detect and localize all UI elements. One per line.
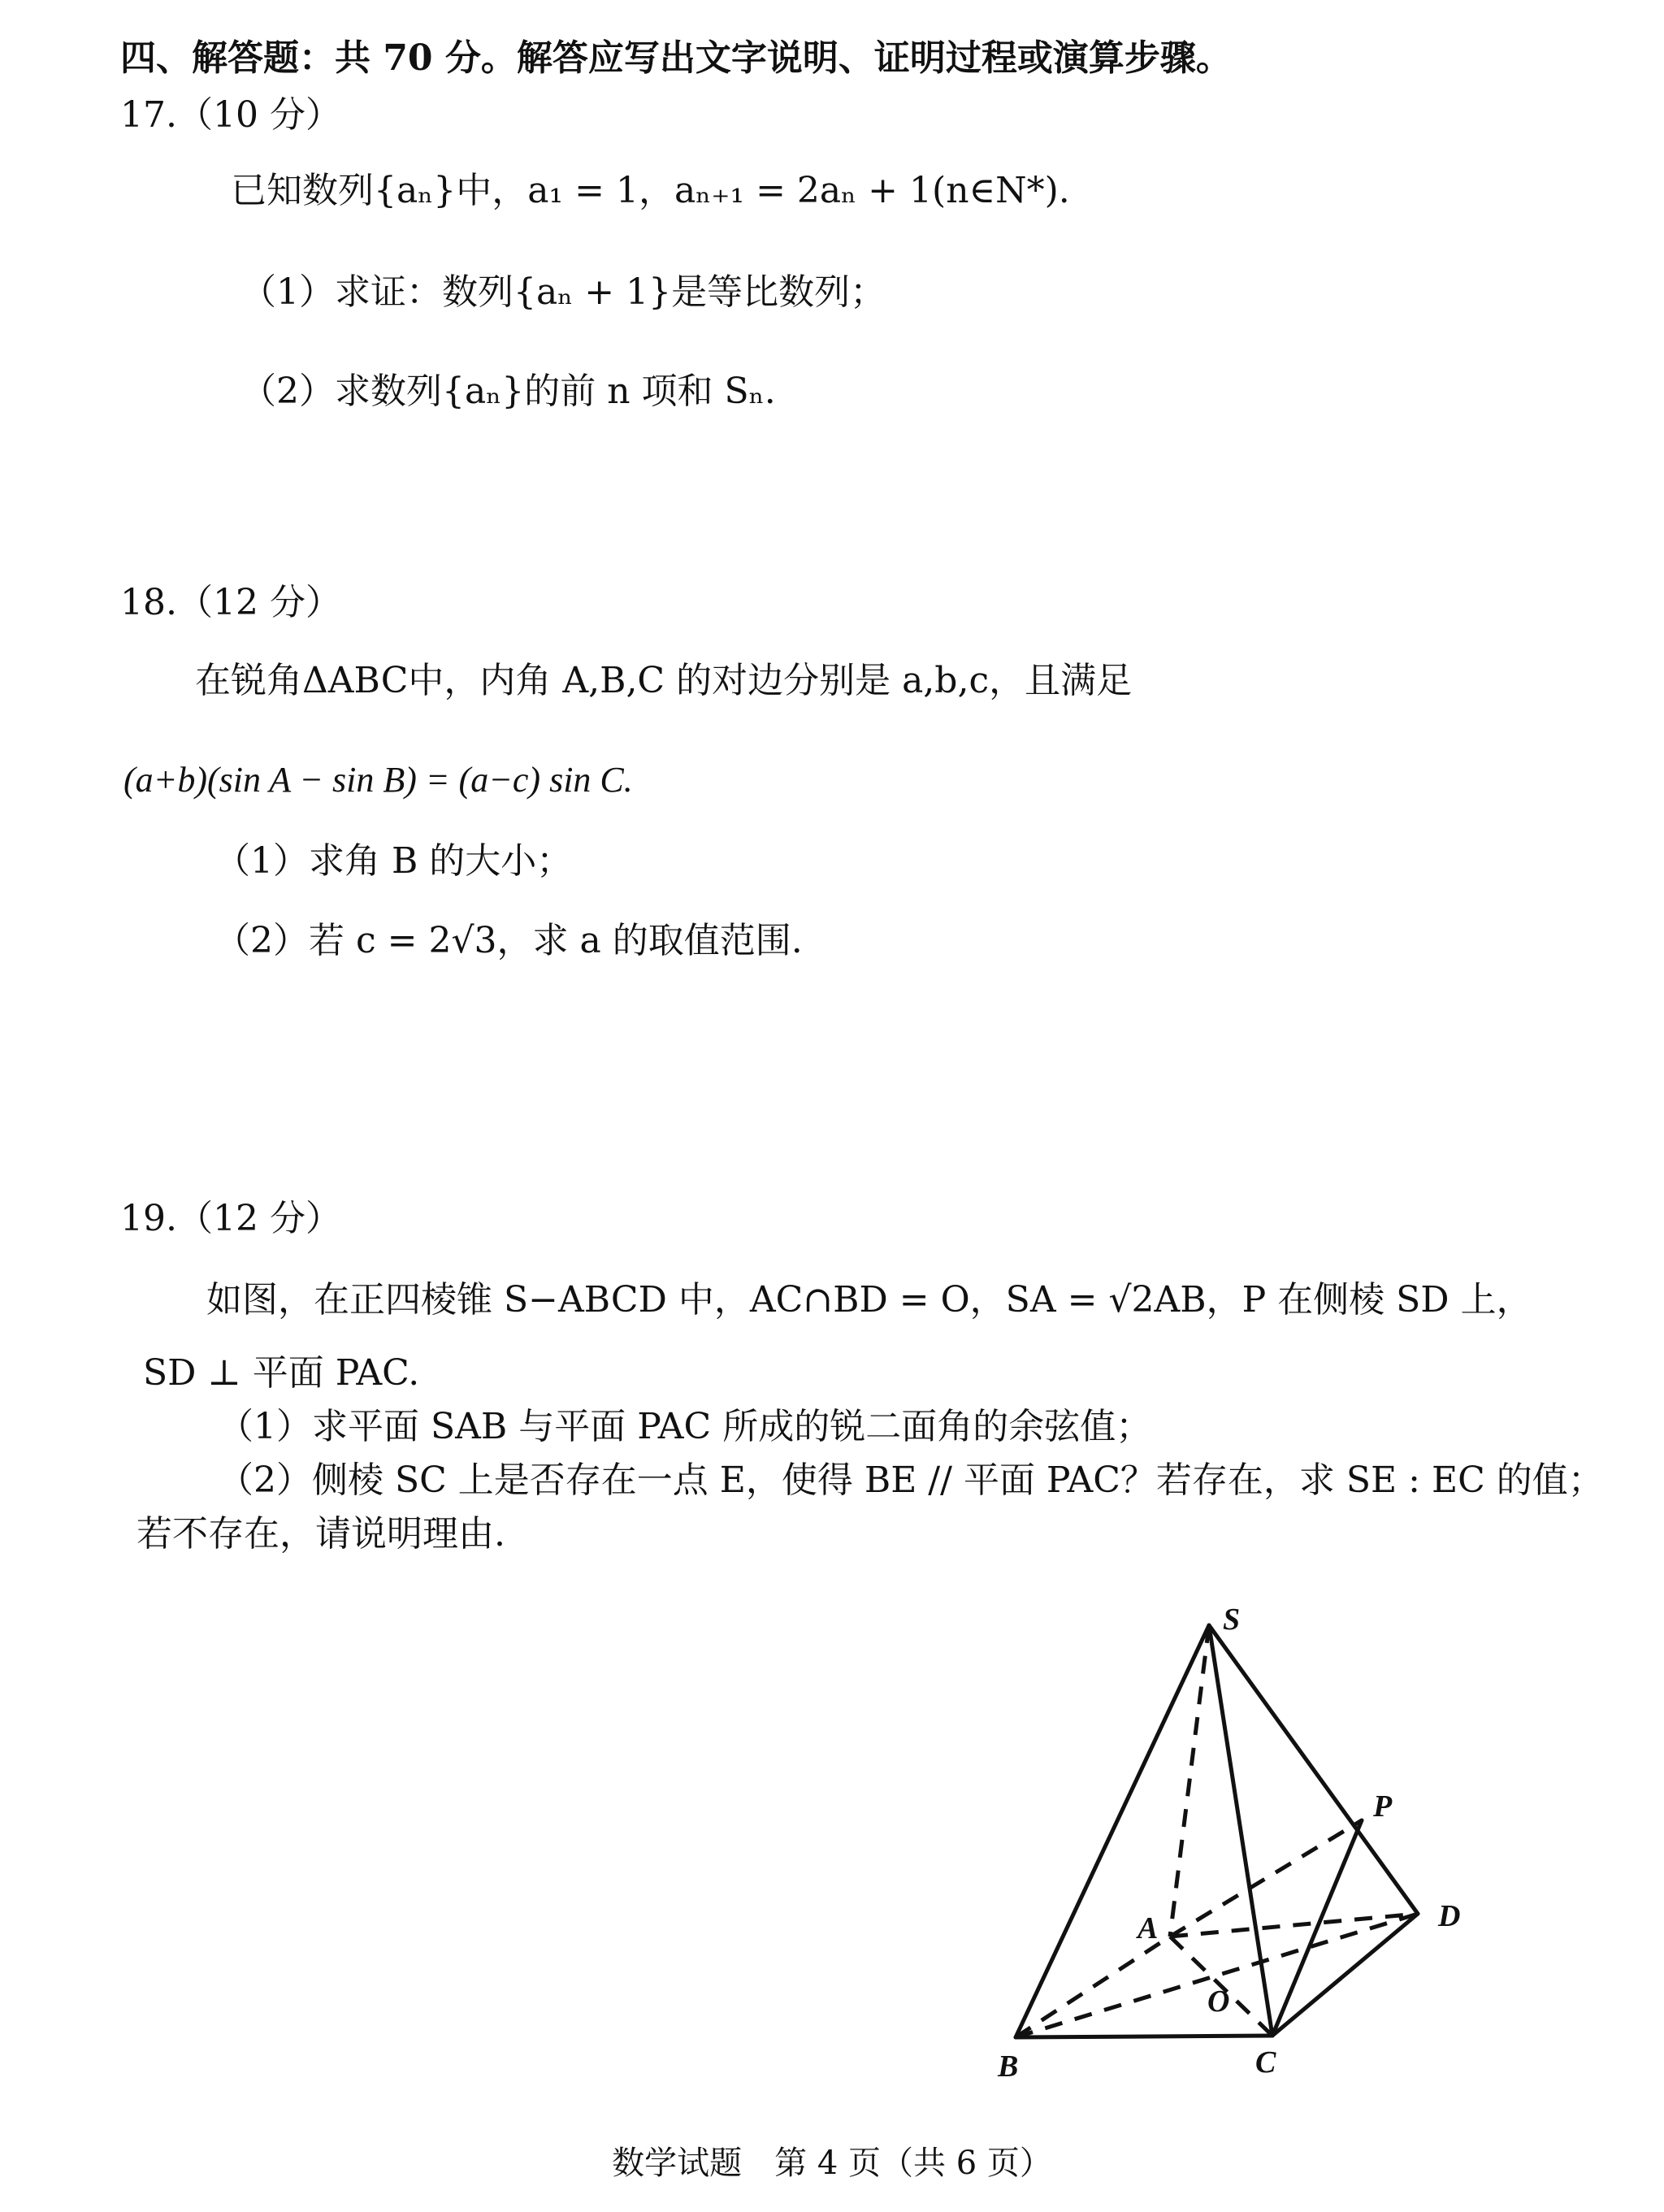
label-P: P — [1373, 1789, 1393, 1824]
section-heading: 四、解答题：共 70 分。解答应写出文字说明、证明过程或演算步骤。 — [120, 37, 1232, 79]
question-18-part-2: （2）若 c = 2√3，求 a 的取值范围. — [214, 920, 803, 961]
pyramid-diagram — [975, 1593, 1503, 2080]
label-D: D — [1438, 1899, 1461, 1933]
question-18-formula: (a+b)(sin A − sin B) = (a−c) sin C. — [124, 760, 633, 800]
question-19-part-2-cont: 若不存在，请说明理由. — [136, 1513, 505, 1555]
question-19-part-1: （1）求平面 SAB 与平面 PAC 所成的锐二面角的余弦值； — [218, 1406, 1152, 1447]
question-17-part-2: （2）求数列{aₙ}的前 n 项和 Sₙ. — [240, 371, 776, 412]
question-17-stem: 已知数列{aₙ}中，a₁ = 1，aₙ₊₁ = 2aₙ + 1(n∈N*). — [231, 170, 1070, 211]
vertex-labels — [997, 1603, 1460, 2080]
label-A: A — [1138, 1911, 1159, 1945]
question-18-stem: 在锐角ΔABC中，内角 A,B,C 的对边分别是 a,b,c，且满足 — [195, 660, 1133, 701]
label-S: S — [1223, 1603, 1241, 1637]
question-18-number: 18.（12 分） — [120, 582, 341, 623]
label-B: B — [998, 2049, 1019, 2080]
question-18-part-1: （1）求角 B 的大小； — [214, 840, 573, 882]
label-O: O — [1207, 1984, 1230, 2019]
question-19-stem-cont: SD ⊥ 平面 PAC. — [143, 1352, 420, 1394]
question-19-number: 19.（12 分） — [120, 1198, 341, 1239]
label-C: C — [1255, 2045, 1276, 2080]
question-19-part-2: （2）侧棱 SC 上是否存在一点 E，使得 BE // 平面 PAC？若存在，求 SE : EC 的值； — [218, 1459, 1604, 1501]
question-17-number: 17.（10 分） — [120, 94, 341, 136]
question-17-part-1: （1）求证：数列{aₙ + 1}是等比数列； — [240, 271, 886, 313]
question-19-stem: 如图，在正四棱锥 S−ABCD 中，AC∩BD = O，SA = √2AB，P 在侧棱 SD 上， — [206, 1279, 1532, 1321]
page-footer: 数学试题 第 4 页（共 6 页） — [612, 2145, 1052, 2182]
